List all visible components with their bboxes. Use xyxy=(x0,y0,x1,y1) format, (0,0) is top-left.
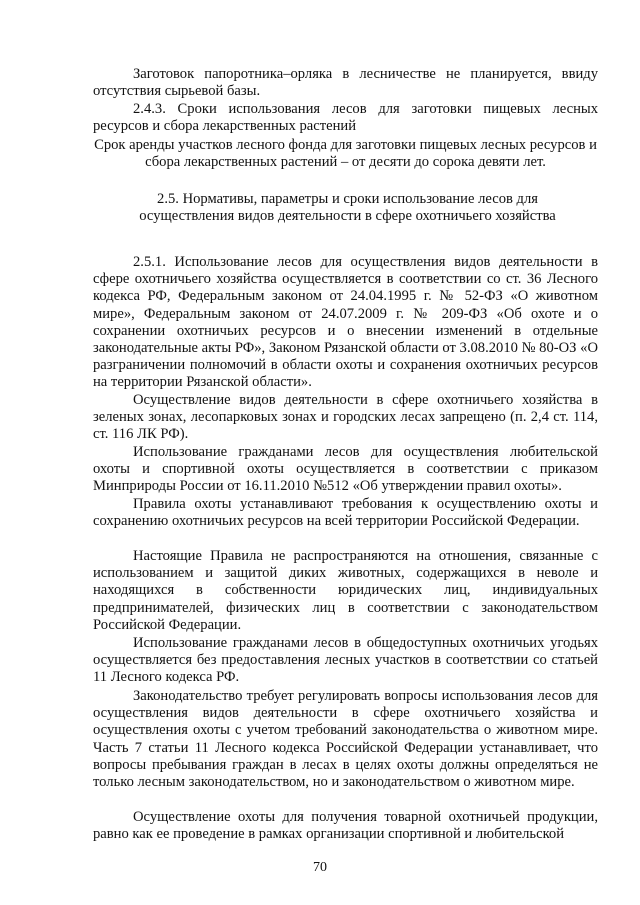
page-number: 70 xyxy=(313,860,327,875)
paragraph-commercial-hunting: Осуществление охоты для получения товарной охотничьей продукции, равно как ее проведение в рамках организации спортивной и любительской xyxy=(93,809,598,843)
paragraph-2-5-1: 2.5.1. Использование лесов для осуществления видов деятельности в сфере охотничьего хозяйства осуществляется в соответствии со ст. 36 Лесного кодекса РФ, Федеральным законом от 24.04.1995 г. № 52-ФЗ «О животном мире», Федеральным законом от 24.07.2009 г. № 209-ФЗ «Об охоте и о сохранении охотничьих ресурсов и о внесении изменений в отдельные законодательные акты РФ», Законом Рязанской области от 3.08.2010 № 80-ОЗ «О разграничении полномочий в области охоты и сохранения охотничьих ресурсов на территории Рязанской области». xyxy=(93,254,598,391)
paragraph-public-grounds: Использование гражданами лесов в общедоступных охотничьих угодьях осуществляется без предоставления лесных участков в соответствии со статьей 11 Лесного кодекса РФ. xyxy=(93,635,598,686)
paragraph-legislation: Законодательство требует регулировать вопросы использования лесов для осуществления видов деятельности в сфере охотничьего хозяйства и осуществления охоты с учетом требований законодательства о животном мире. Часть 7 статьи 11 Лесного кодекса Российской Федерации устанавливает, что вопросы пребывания граждан в лесах в целях охоты должны определяться не только лесным законодательством, но и законодательством о животном мире. xyxy=(93,688,598,791)
paragraph-fern-harvest: Заготовок папоротника–орляка в лесничестве не планируется, ввиду отсутствия сырьевой базы. xyxy=(93,66,598,100)
paragraph-hunting-rules: Правила охоты устанавливают требования к осуществлению охоты и сохранению охотничьих ресурсов на всей территории Российской Федерации. xyxy=(93,496,598,530)
paragraph-amateur-hunting: Использование гражданами лесов для осуществления любительской охоты и спортивной охоты осуществляется в соответствии с приказом Минприроды России от 16.11.2010 №512 «Об утверждении правил охоты». xyxy=(93,444,598,495)
paragraph-green-zones: Осуществление видов деятельности в сфере охотничьего хозяйства в зеленых зонах, лесопарковых зонах и городских лесах запрещено (п. 2,4 ст. 114, ст. 116 ЛК РФ). xyxy=(93,392,598,443)
section-heading-2-5: 2.5. Нормативы, параметры и сроки использование лесов для осуществления видов деятельности в сфере охотничьего хозяйства xyxy=(139,191,556,225)
paragraph-rules-scope: Настоящие Правила не распространяются на отношения, связанные с использованием и защитой диких животных, содержащихся в неволе и находящихся в собственности юридических лиц, индивидуальных предпринимателей, физических лиц в соответствии с законодательством Российской Федерации. xyxy=(93,548,598,633)
paragraph-lease-term: Срок аренды участков лесного фонда для заготовки пищевых лесных ресурсов и сбора лекарственных растений – от десяти до сорока девяти лет. xyxy=(94,137,597,171)
section-heading-2-4-3: 2.4.3. Сроки использования лесов для заготовки пищевых лесных ресурсов и сбора лекарственных растений xyxy=(93,101,598,135)
